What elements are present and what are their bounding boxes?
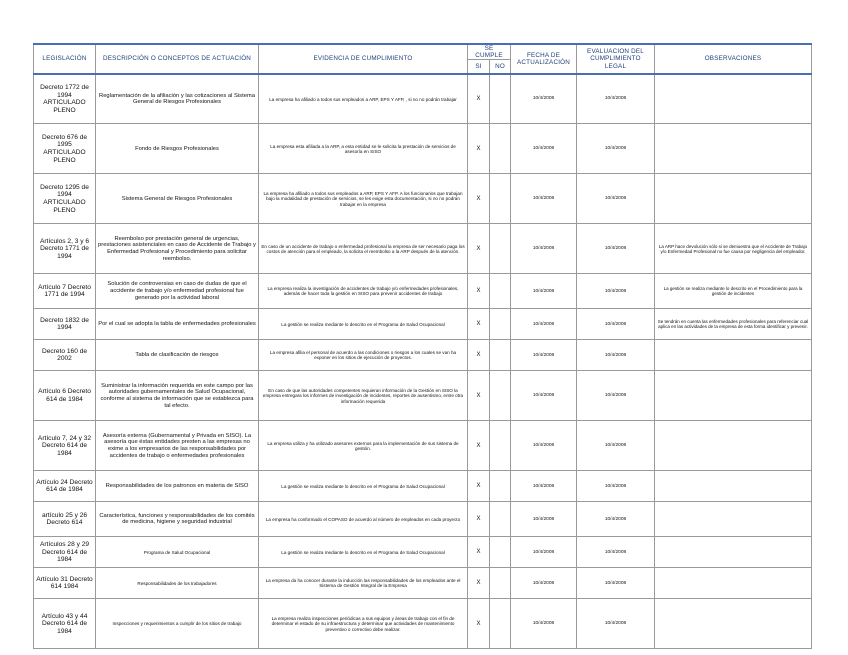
table-row <box>34 568 812 599</box>
si-cell: X <box>468 224 490 274</box>
header-no: NO <box>490 60 511 74</box>
legislacion-cell: Decreto 1832 de 1994 <box>34 309 96 340</box>
evaluacion-cell: 10/4/2008 <box>577 599 655 649</box>
legislacion-cell: Artículo 7 Decreto 1771 de 1994 <box>34 274 96 309</box>
no-cell <box>490 174 511 224</box>
evidencia-cell: La empresa ha conformado el COPASO de acuerdo al número de empleados en cada proyecto <box>259 502 468 537</box>
evidencia-cell: En caso de que las autoridades competentes requieran información de la Gestión en SISO la empresa entregara los informes de investigación de incidentes, reportes de ausentismo, entre otra información requerida <box>259 371 468 421</box>
no-cell <box>490 224 511 274</box>
descripcion-cell: Reembolso por prestación general de urgencias, prestaciones asistenciales en caso de Accidente de Trabajo y Enfermedad Profesional y Procedimiento para solicitar reembolso. <box>96 224 259 274</box>
descripcion-cell: Característica, funciones y responsabilidades de los comités de medicina, higiene y seguridad industrial <box>96 502 259 537</box>
no-cell <box>490 471 511 502</box>
observaciones-cell <box>655 74 812 124</box>
no-cell <box>490 599 511 649</box>
observaciones-cell <box>655 471 812 502</box>
evidencia-cell: La empresa afilia el personal de acuerdo a las condiciones o riesgos a los cuales se van ha exponer en los sitios de ejecución de proyectos. <box>259 340 468 371</box>
legislacion-cell: Artículo 31 Decreto 614 1984 <box>34 568 96 599</box>
table-row <box>34 74 812 124</box>
table-row <box>34 371 812 421</box>
evaluacion-cell: 10/4/2008 <box>577 537 655 568</box>
evidencia-cell: La gestión se realiza mediante lo descrito en el Programa de Salud Ocupacional <box>259 537 468 568</box>
table-row <box>34 224 812 274</box>
legislacion-cell: Artículo 24 Decreto 614 de 1984 <box>34 471 96 502</box>
si-cell: X <box>468 537 490 568</box>
evidencia-cell: La empresa ha afiliado a todos sus empleados a ARP, EPS Y AFP, , si no no podrán trabajar <box>259 74 468 124</box>
observaciones-cell <box>655 599 812 649</box>
observaciones-cell: La ARP hace devolución sólo si se demuestra que el Accidente de Trabajo y/o Enfermedad Profesional no fue causa por negligencia del empleador. <box>655 224 812 274</box>
evaluacion-cell: 10/4/2008 <box>577 371 655 421</box>
observaciones-cell: La gestión se realiza mediante lo descrito en el Procedimiento para la gestión de incidentes <box>655 274 812 309</box>
evaluacion-cell: 10/4/2008 <box>577 309 655 340</box>
descripcion-cell: Tabla de clasificación de riesgos <box>96 340 259 371</box>
legislacion-cell: Decreto 160 de 2002 <box>34 340 96 371</box>
fecha-cell: 10/4/2008 <box>511 502 577 537</box>
evaluacion-cell: 10/4/2008 <box>577 471 655 502</box>
evaluacion-cell: 10/4/2008 <box>577 74 655 124</box>
evidencia-cell: La gestión se realiza mediante lo descrito en el Programa de Salud Ocupacional <box>259 471 468 502</box>
legislacion-cell: Decreto 1295 de 1994 ARTICULADO PLENO <box>34 174 96 224</box>
no-cell <box>490 502 511 537</box>
si-cell: X <box>468 74 490 124</box>
header-evaluacion: EVALUACION DEL CUMPLIMIENTO LEGAL <box>577 44 655 74</box>
observaciones-cell <box>655 340 812 371</box>
evidencia-cell: La empresa ha afiliado a todos sus empleados a ARP, EPS Y AFP. A los funcionarios que trabajan bajo la modalidad de prestación de servicios, se les exige esta documentación, si no no podrán trabajar en la empresa <box>259 174 468 224</box>
si-cell: X <box>468 568 490 599</box>
legislacion-cell: Artículos 28 y 29 Decreto 614 de 1984 <box>34 537 96 568</box>
evidencia-cell: La empresa esta afiliada a la ARP, a esta entidad se le solicita la prestación de servicios de asesoría en SISO <box>259 124 468 174</box>
table-row <box>34 537 812 568</box>
legislacion-cell: Artículo 43 y 44 Decreto 614 de 1984 <box>34 599 96 649</box>
table-row <box>34 174 812 224</box>
header-se-cumple: SE CUMPLE <box>468 44 511 60</box>
si-cell: X <box>468 274 490 309</box>
observaciones-cell <box>655 568 812 599</box>
table-row <box>34 274 812 309</box>
no-cell <box>490 421 511 471</box>
observaciones-cell <box>655 174 812 224</box>
descripcion-cell: Reglamentación de la afiliación y las cotizaciones al Sistema General de Riesgos Profesionales <box>96 74 259 124</box>
evaluacion-cell: 10/4/2008 <box>577 568 655 599</box>
si-cell: X <box>468 340 490 371</box>
legislacion-cell: Decreto 676 de 1995 ARTICULADO PLENO <box>34 124 96 174</box>
descripcion-cell: Programa de Salud Ocupacional <box>96 537 259 568</box>
legislacion-cell: artículo 25 y 26 Decreto 614 <box>34 502 96 537</box>
table-row <box>34 340 812 371</box>
no-cell <box>490 537 511 568</box>
descripcion-cell: Inspecciones y requerimientos a cumplir de los sitios de trabajo <box>96 599 259 649</box>
legislacion-cell: Decreto 1772 de 1994 ARTICULADO PLENO <box>34 74 96 124</box>
evaluacion-cell: 10/4/2008 <box>577 124 655 174</box>
si-cell: X <box>468 471 490 502</box>
evidencia-cell: En caso de un accidente de trabajo o enfermedad profesional la empresa de ser necesario paga los costos de atención para el empleado, la solicita el reembolso a la ARP después de la atención. <box>259 224 468 274</box>
observaciones-cell <box>655 537 812 568</box>
table-row <box>34 471 812 502</box>
si-cell: X <box>468 421 490 471</box>
evidencia-cell: La empresa realiza inspecciones periódicas a sus equipos y áreas de trabajo con el fin de determinar el estado de su infraestructura y determinar que actividades de mantenimiento preventivo o correctivo debe realizar. <box>259 599 468 649</box>
no-cell <box>490 309 511 340</box>
fecha-cell: 10/4/2008 <box>511 274 577 309</box>
fecha-cell: 10/4/2008 <box>511 599 577 649</box>
descripcion-cell: Suministrar la información requerida en este campo por las autoridades gubernamentales de Salud Ocupacional, conforme al sistema de información que se establezca para tal efecto. <box>96 371 259 421</box>
fecha-cell: 10/4/2008 <box>511 371 577 421</box>
evaluacion-cell: 10/4/2008 <box>577 224 655 274</box>
evaluacion-cell: 10/4/2008 <box>577 502 655 537</box>
evaluacion-cell: 10/4/2008 <box>577 421 655 471</box>
no-cell <box>490 568 511 599</box>
fecha-cell: 10/4/2008 <box>511 124 577 174</box>
legislacion-cell: Artículos 2, 3 y 6 Decreto 1771 de 1994 <box>34 224 96 274</box>
header-si: SI <box>468 60 490 74</box>
table-row <box>34 421 812 471</box>
si-cell: X <box>468 309 490 340</box>
descripcion-cell: Fondo de Riesgos Profesionales <box>96 124 259 174</box>
fecha-cell: 10/4/2008 <box>511 224 577 274</box>
no-cell <box>490 371 511 421</box>
header-observaciones: OBSERVACIONES <box>655 44 812 74</box>
table-row <box>34 599 812 649</box>
descripcion-cell: Solución de controversias en caso de dudas de que el accidente de trabajo y/o enfermedad profesional fue generado por la actividad laboral <box>96 274 259 309</box>
fecha-cell: 10/4/2008 <box>511 471 577 502</box>
descripcion-cell: Asesoría externa (Gubernamental y Privada en SISO). La asesoría que éstas entidades presten a las empresas no exime a los empresarios de las responsabilidades por accidentes de trabajo o enfermedades profesionales <box>96 421 259 471</box>
fecha-cell: 10/4/2008 <box>511 568 577 599</box>
no-cell <box>490 340 511 371</box>
no-cell <box>490 74 511 124</box>
descripcion-cell: Responsabilidades de los patronos en materia de SISO <box>96 471 259 502</box>
legislacion-cell: Artículo 7, 24 y 32 Decreto 614 de 1984 <box>34 421 96 471</box>
fecha-cell: 10/4/2008 <box>511 74 577 124</box>
observaciones-cell: Se tendrán en cuenta las enfermedades profesionales para referenciar cual aplica en las actividades de la empresa de esta forma identificar y prevenir. <box>655 309 812 340</box>
fecha-cell: 10/4/2008 <box>511 174 577 224</box>
descripcion-cell: Sistema General de Riesgos Profesionales <box>96 174 259 224</box>
si-cell: X <box>468 502 490 537</box>
header-fecha: FECHA DE ACTUALIZACIÓN <box>511 44 577 74</box>
fecha-cell: 10/4/2008 <box>511 537 577 568</box>
si-cell: X <box>468 174 490 224</box>
fecha-cell: 10/4/2008 <box>511 309 577 340</box>
header-descripcion: DESCRIPCIÓN O CONCEPTOS DE ACTUACIÓN <box>96 44 259 74</box>
descripcion-cell: Por el cual se adopta la tabla de enfermedades profesionales <box>96 309 259 340</box>
evidencia-cell: La empresa utiliza y ha utilizado asesores externos para la implementación de sus sistema de gestión. <box>259 421 468 471</box>
observaciones-cell <box>655 502 812 537</box>
fecha-cell: 10/4/2008 <box>511 340 577 371</box>
observaciones-cell <box>655 124 812 174</box>
legal-requirements-table <box>33 43 812 649</box>
legislacion-cell: Artículo 6 Decreto 614 de 1984 <box>34 371 96 421</box>
si-cell: X <box>468 599 490 649</box>
table-body <box>34 74 812 649</box>
evaluacion-cell: 10/4/2008 <box>577 340 655 371</box>
header-legislacion: LEGISLACIÓN <box>34 44 96 74</box>
fecha-cell: 10/4/2008 <box>511 421 577 471</box>
header-evidencia: EVIDENCIA DE CUMPLIMIENTO <box>259 44 468 74</box>
si-cell: X <box>468 124 490 174</box>
table-row <box>34 502 812 537</box>
no-cell <box>490 274 511 309</box>
observaciones-cell <box>655 371 812 421</box>
si-cell: X <box>468 371 490 421</box>
evidencia-cell: La empresa realiza la investigación de accidentes de trabajo y/o enfermedades profesionales, además de hacer toda la gestión en SISO para prevenir accidentes de trabajo <box>259 274 468 309</box>
no-cell <box>490 124 511 174</box>
evidencia-cell: La gestión se realiza mediante lo descrito en el Programa de Salud Ocupacional <box>259 309 468 340</box>
evidencia-cell: La empresa da ha conocer durante la inducción las responsabilidades de los empleados ante el Sistema de Gestión Integral de la Empresa <box>259 568 468 599</box>
observaciones-cell <box>655 421 812 471</box>
table-row <box>34 124 812 174</box>
table-row <box>34 309 812 340</box>
descripcion-cell: Responsabilidades de los trabajadores <box>96 568 259 599</box>
evaluacion-cell: 10/4/2008 <box>577 274 655 309</box>
evaluacion-cell: 10/4/2008 <box>577 174 655 224</box>
